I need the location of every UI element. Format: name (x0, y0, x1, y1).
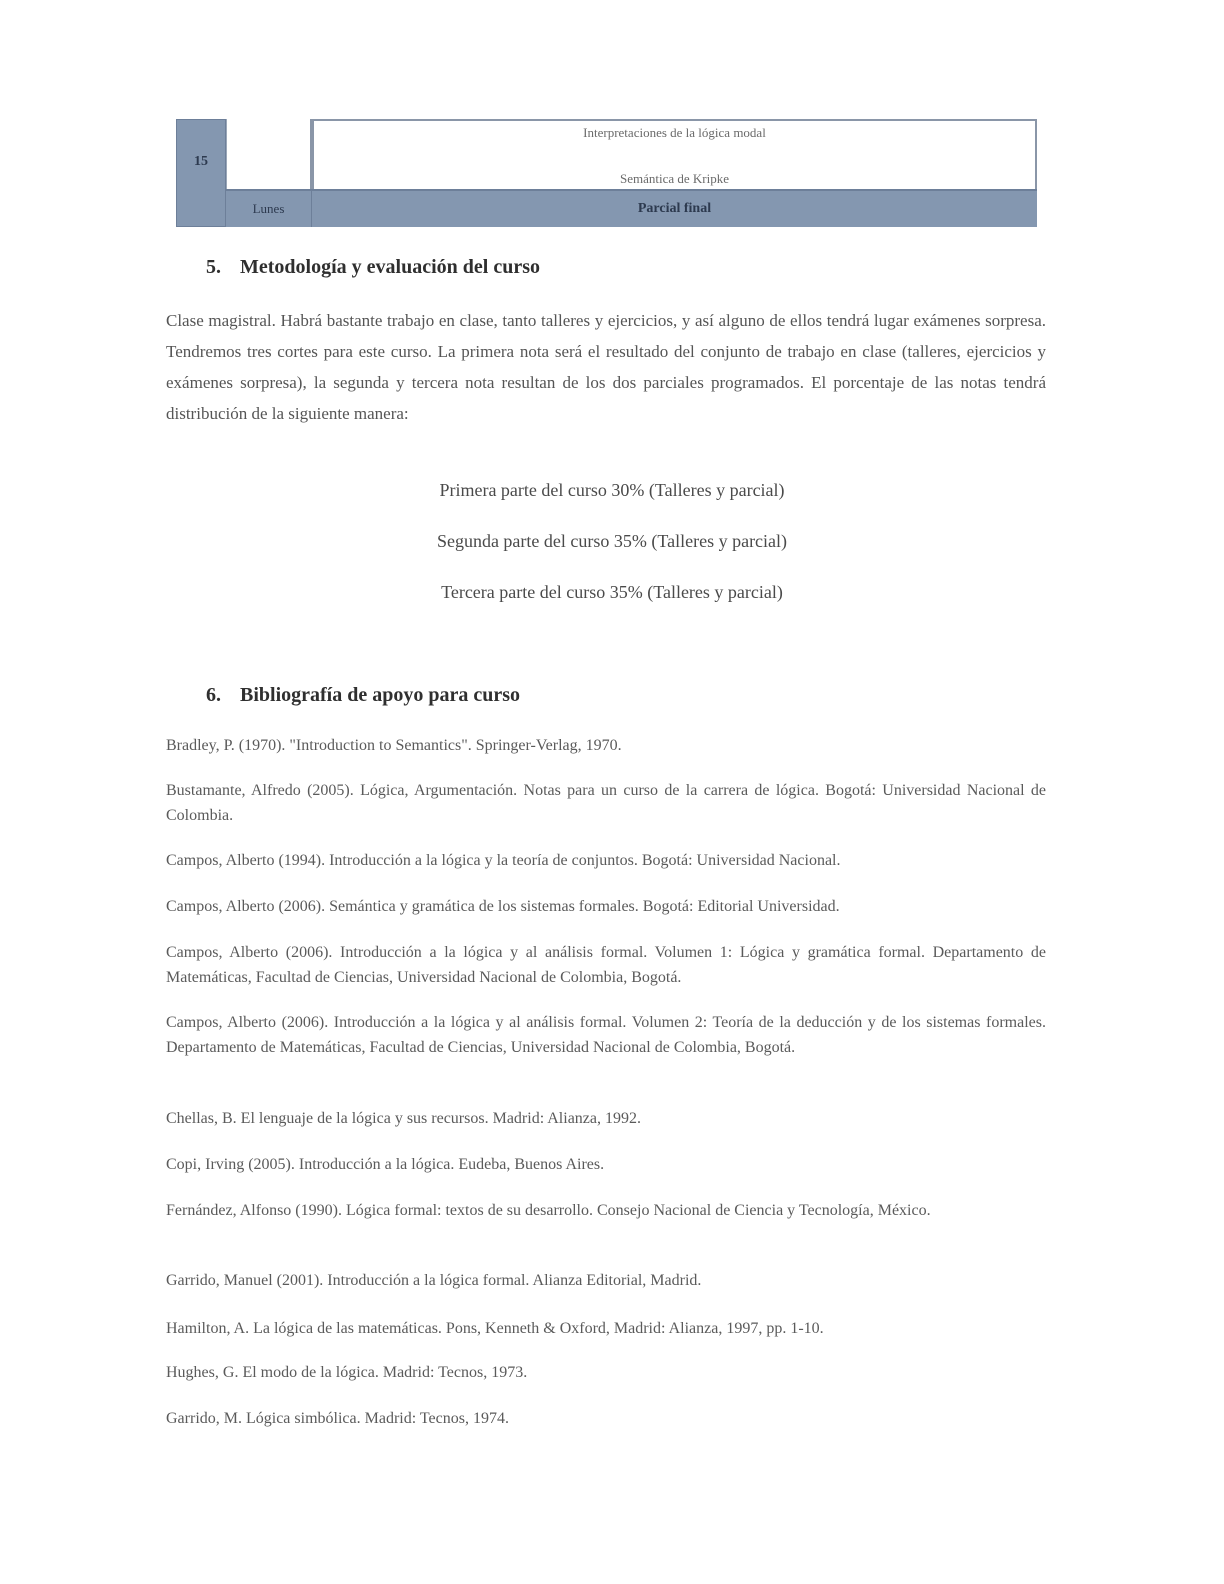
methodology-paragraph: Clase magistral. Habrá bastante trabajo en clase, tanto talleres y ejercicios, y así alguno de ellos tendrá lugar exámenes sorpresa. Tendremos tres cortes para este curso. La primera nota será el resultado del conjunto de trabajo en clase (talleres, ejercicios y exámenes sorpresa), la segunda y tercera nota resultan de los dos parciales programados. El porcentaje de las notas tendrá distribución de la siguiente manera: (166, 311, 1046, 423)
section-title: Bibliografía de apoyo para curso (240, 684, 521, 706)
reference-item: Fernández, Alfonso (1990). Lógica formal: textos de su desarrollo. Consejo Nacional de Ciencia y Tecnología, México. (166, 1202, 931, 1219)
reference-item: Hughes, G. El modo de la lógica. Madrid: Tecnos, 1973. (166, 1364, 528, 1381)
section-heading-methodology (206, 256, 540, 279)
reference-item: Garrido, Manuel (2001). Introducción a la lógica formal. Alianza Editorial, Madrid. (166, 1272, 702, 1289)
day-cell: Lunes (226, 191, 312, 227)
reference-item: Campos, Alberto (2006). Introducción a la lógica y al análisis formal. Volumen 2: Teoría de la deducción y de los sistemas formales. Departamento de Matemáticas, Facultad de Ciencias, Universidad Nacional de Colombia, Bogotá. (166, 1014, 1046, 1056)
reference-item: Chellas, B. El lenguaje de la lógica y sus recursos. Madrid: Alianza, 1992. (166, 1110, 641, 1127)
reference-item: Hamilton, A. La lógica de las matemáticas. Pons, Kenneth & Oxford, Madrid: Alianza, 1997, pp. 1-10. (166, 1320, 824, 1337)
week-number-cell: 15 (176, 119, 226, 227)
reference-item: Garrido, M. Lógica simbólica. Madrid: Tecnos, 1974. (166, 1410, 509, 1427)
grade-percentage-line: Primera parte del curso 30% (Talleres y parcial) (439, 480, 785, 500)
reference-item: Copi, Irving (2005). Introducción a la lógica. Eudeba, Buenos Aires. (166, 1156, 605, 1173)
topics-cell (312, 119, 1037, 189)
topic-line: Interpretaciones de la lógica modal (583, 125, 766, 140)
reference-item: Campos, Alberto (1994). Introducción a la lógica y la teoría de conjuntos. Bogotá: Universidad Nacional. (166, 852, 841, 869)
exam-row (226, 189, 1037, 227)
grade-percentage-line: Tercera parte del curso 35% (Talleres y parcial) (441, 582, 783, 602)
grade-percentage-line: Segunda parte del curso 35% (Talleres y parcial) (436, 531, 788, 551)
section-number: 5. (206, 256, 221, 278)
section-title: Metodología y evaluación del curso (240, 256, 540, 278)
section-heading-bibliography (206, 684, 520, 707)
schedule-table (176, 119, 1037, 227)
empty-cell (226, 119, 312, 189)
reference-item: Bustamante, Alfredo (2005). Lógica, Argumentación. Notas para un curso de la carrera de lógica. Bogotá: Universidad Nacional de Colombia. (166, 782, 1046, 824)
section-number: 6. (206, 684, 221, 706)
reference-item: Bradley, P. (1970). "Introduction to Semantics". Springer-Verlag, 1970. (166, 737, 622, 754)
exam-label: Parcial final (637, 201, 712, 216)
reference-item: Campos, Alberto (2006). Semántica y gramática de los sistemas formales. Bogotá: Editorial Universidad. (166, 898, 840, 915)
topic-line: Semántica de Kripke (619, 171, 729, 186)
reference-item: Campos, Alberto (2006). Introducción a la lógica y al análisis formal. Volumen 1: Lógica y gramática formal. Departamento de Matemáticas, Facultad de Ciencias, Universidad Nacional de Colombia, Bogotá. (166, 944, 1046, 986)
